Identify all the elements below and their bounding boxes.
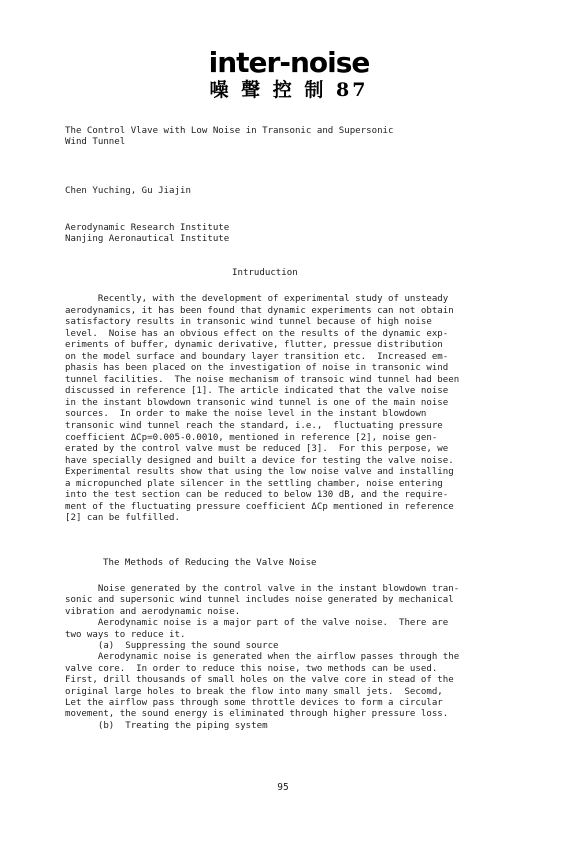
intro-body: Recently, with the development of experimental study of unsteady aerodynamics, it has been found that dynamic experiments can not obtain satisfactory results in transonic wind tunnel because of high noise level. Noise has an obvious effect on the results of the dynamic exp- eriments of buffer, dynamic derivative, flutter, pressue distribution on the model surface and boundary layer transition etc. Increased em- phasis has been placed on the investigation of noise in transonic wind tunnel facilities. The noise mechanism of transoic wind tunnel had been discussed in reference [1]. The article indicated that the valve noise in the instant blowdown transonic wind tunnel is one of the main noise sources. In order to make the noise level in the instant blowdown transonic wind tunnel reach the standard, i.e., fluctuating pressure coefficient ΔCp=0.005-0.0010, mentioned in reference [2], noise gen- erated by the control valve must be reduced [3]. For this perpose, we have specially designed and built a device for testing the valve noise. Experimental results show that using the low noise valve and installing a micropunched plate silencer in the settling chamber, noise entering into the test section can be reduced to below 130 dB, and the require- ment of the fluctuating pressure coefficient ΔCp mentioned in reference [2] can be fulfilled. [65,294,460,524]
affiliation: Aerodynamic Research Institute Nanjing Aeronautical Institute [65,223,230,245]
conference-logo [204,48,374,102]
authors: Chen Yuching, Gu Jiajin [65,186,191,196]
logo-wordmark: inter-noise [208,46,370,79]
intro-heading: Intruduction [232,268,298,278]
logo-subtitle: 噪 聲 控 制 87 [209,79,369,101]
methods-body: Noise generated by the control valve in the instant blowdown tran- sonic and supersonic wind tunnel includes noise generated by mechanical vibration and aerodynamic noise. Aerodynamic noise is a major part of the valve noise. There are two ways to reduce it. (a) Suppressing the sound source Aerodynamic noise is generated when the airflow passes through the valve core. In order to reduce this noise, two methods can be used. First, drill thousands of small holes on the valve core in stead of the original large holes to break the flow into many small jets. Secomd, Let the airflow pass through some throttle devices to form a circular movement, the sound energy is eliminated through higher pressure loss. (b) Treating the piping system [65,584,460,731]
paper-title: The Control Vlave with Low Noise in Transonic and Supersonic Wind Tunnel [65,126,394,148]
page-number: 95 [277,782,289,793]
methods-heading: The Methods of Reducing the Valve Noise [103,558,317,568]
